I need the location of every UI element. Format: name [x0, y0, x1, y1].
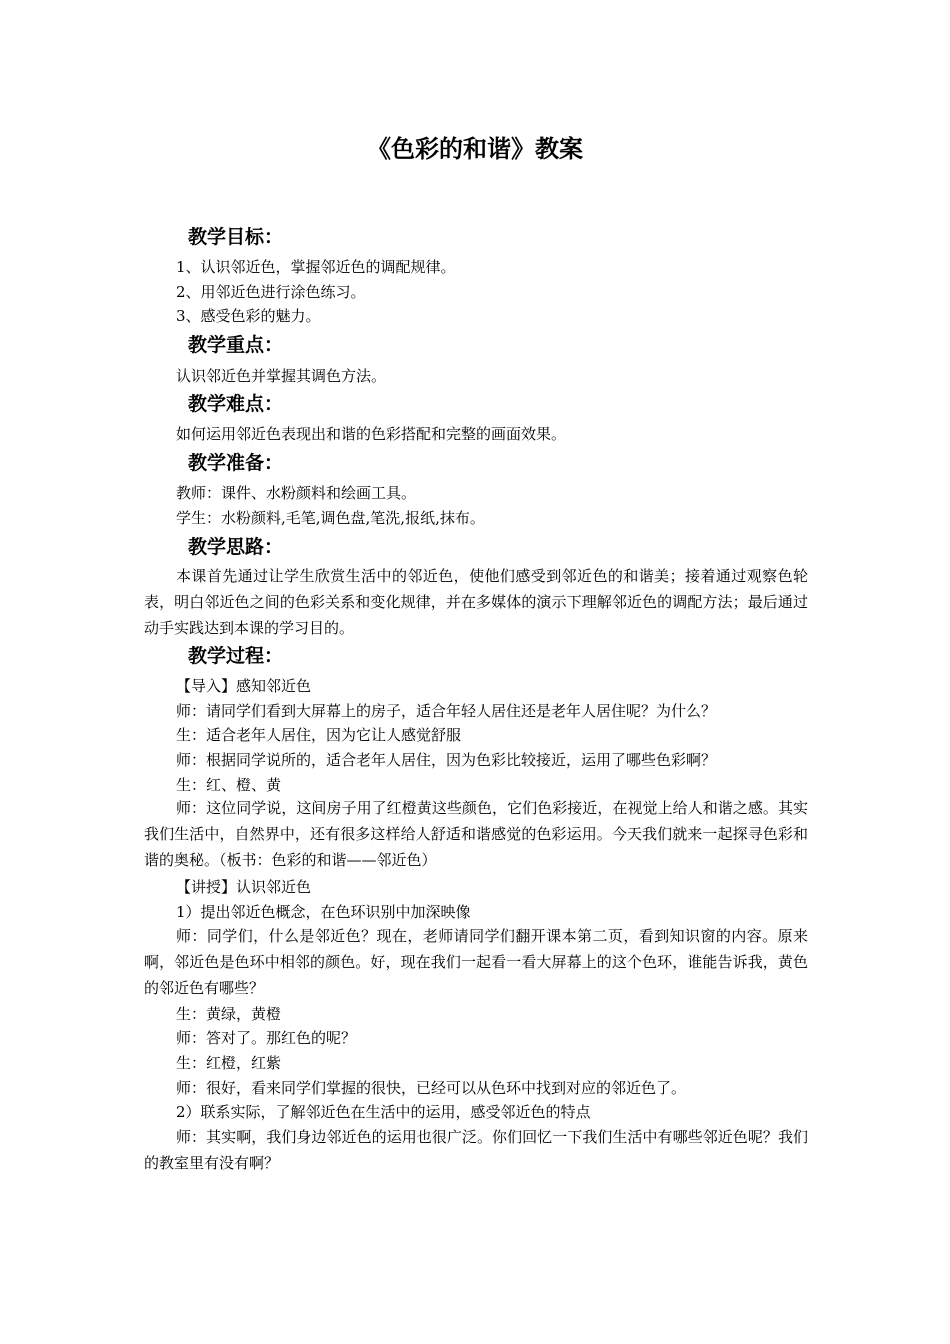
subsection-line: 2）联系实际，了解邻近色在生活中的运用，感受邻近色的特点	[176, 1103, 591, 1121]
dialogue-line: 师：答对了。那红色的呢？	[176, 1029, 357, 1047]
difficulties-text: 如何运用邻近色表现出和谐的色彩搭配和完整的画面效果。	[176, 425, 567, 443]
dialogue-line: 师：根据同学说所的，适合老年人居住，因为色彩比较接近，运用了哪些色彩啊？	[176, 751, 717, 769]
dialogue-line: 师：很好，看来同学们掌握的很快，已经可以从色环中找到对应的邻近色了。	[176, 1079, 687, 1097]
heading-preparation: 教学准备：	[188, 452, 284, 474]
dialogue-line: 生：红橙，红紫	[176, 1054, 282, 1072]
dialogue-line: 生：黄绿，黄橙	[176, 1005, 282, 1023]
dialogue-line: 生：红、橙、黄	[176, 776, 282, 794]
dialogue-paragraph: 师：这位同学说，这间房子用了红橙黄这些颜色，它们色彩接近，在视觉上给人和谐之感。其实我们生活中，自然界中，还有很多这样给人舒适和谐感觉的色彩运用。今天我们就来一起探寻色彩和谐的奥秘。（板书：色彩的和谐——邻近色）	[144, 799, 808, 869]
dialogue-line: 师：请同学们看到大屏幕上的房子，适合年轻人居住还是老年人居住呢？为什么？	[176, 702, 717, 720]
dialogue-paragraph: 师：同学们，什么是邻近色？现在，老师请同学们翻开课本第二页，看到知识窗的内容。原来啊，邻近色是色环中相邻的颜色。好，现在我们一起看一看大屏幕上的这个色环，谁能告诉我，黄色的邻近色有哪些？	[144, 927, 808, 997]
dialogue-line: 生：适合老年人居住，因为它让人感觉舒服	[176, 726, 462, 744]
key-points-text: 认识邻近色并掌握其调色方法。	[176, 367, 387, 385]
subsection-line: 1）提出邻近色概念，在色环识别中加深映像	[176, 903, 471, 921]
approach-paragraph: 本课首先通过让学生欣赏生活中的邻近色，使他们感受到邻近色的和谐美；接着通过观察色轮表，明白邻近色之间的色彩关系和变化规律，并在多媒体的演示下理解邻近色的调配方法；最后通过动手实践达到本课的学习目的。	[144, 567, 808, 637]
dialogue-paragraph: 师：其实啊，我们身边邻近色的运用也很广泛。你们回忆一下我们生活中有哪些邻近色呢？我们的教室里有没有啊？	[144, 1128, 808, 1172]
intro-label: 【导入】感知邻近色	[176, 677, 312, 695]
page-title: 《色彩的和谐》教案	[367, 135, 583, 163]
heading-difficulties: 教学难点：	[188, 393, 284, 415]
lecture-label: 【讲授】认识邻近色	[176, 878, 312, 896]
goal-item: 1、认识邻近色，掌握邻近色的调配规律。	[176, 258, 456, 276]
heading-goals: 教学目标：	[188, 226, 284, 248]
heading-approach: 教学思路：	[188, 536, 284, 558]
heading-process: 教学过程：	[188, 645, 284, 667]
preparation-teacher: 教师：课件、水粉颜料和绘画工具。	[176, 484, 417, 502]
heading-key-points: 教学重点：	[188, 334, 284, 356]
goal-item: 3、感受色彩的魅力。	[176, 307, 321, 325]
goal-item: 2、用邻近色进行涂色练习。	[176, 283, 366, 301]
preparation-student: 学生：水粉颜料,毛笔,调色盘,笔洗,报纸,抹布。	[176, 509, 485, 527]
